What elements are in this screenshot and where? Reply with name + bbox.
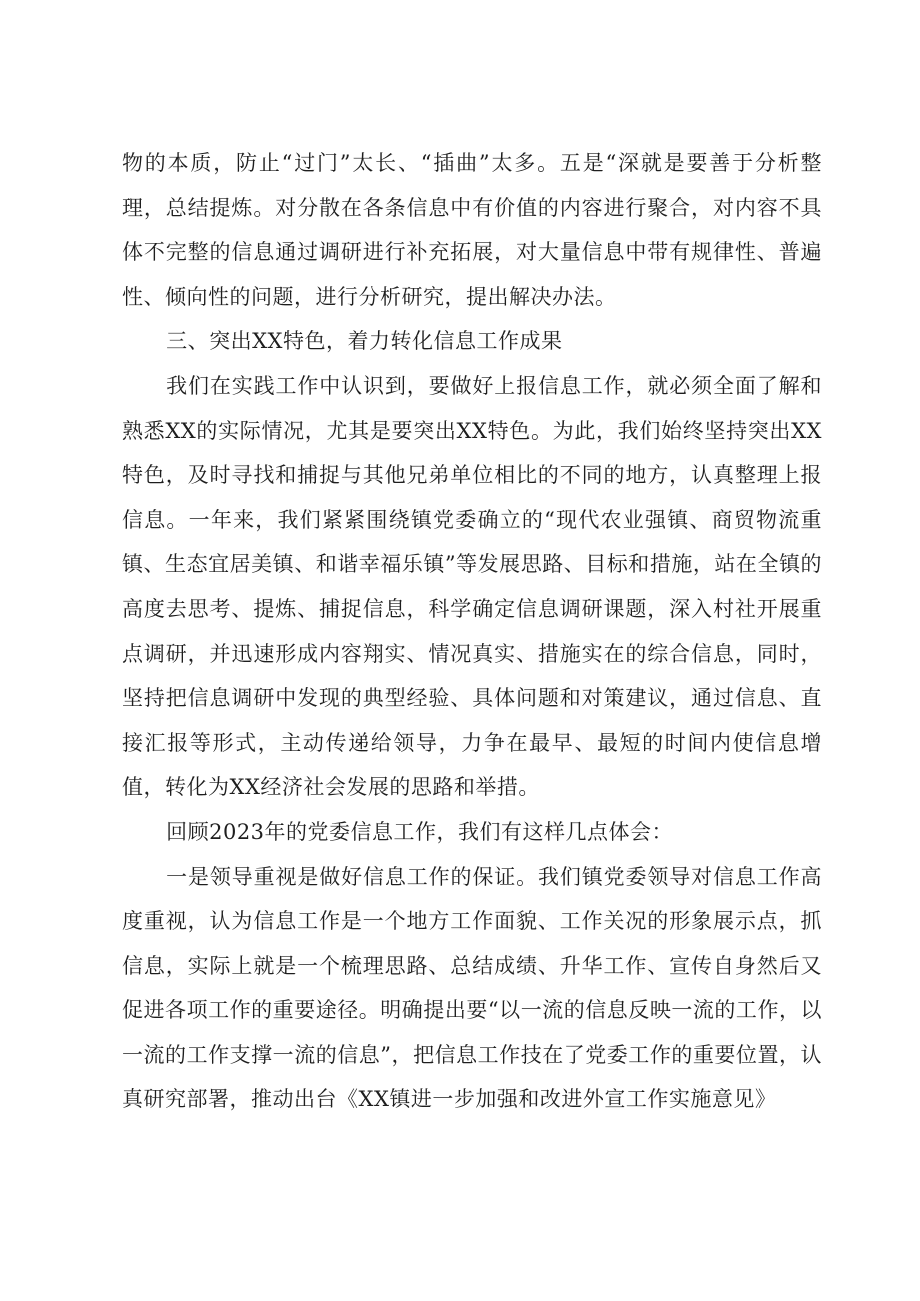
paragraph-continuation: 物的本质，防止“过门”太长、“插曲”太多。五是“深就是要善于分析整理，总结提炼。对分散在各条信息中有价值的内容进行聚合，对内容不具体不完整的信息通过调研进行补充拓展，对大量信息中带有规律性、普遍性、倾向性的问题，进行分析研究，提出解决办法。 (122, 151, 822, 309)
document-body (122, 141, 822, 1122)
section-heading: 三、突出XX特色，着力转化信息工作成果 (166, 329, 563, 354)
paragraph-review: 回顾2023年的党委信息工作，我们有这样几点体会： (166, 819, 674, 844)
paragraph-xx-features: 我们在实践工作中认识到，要做好上报信息工作，就必须全面了解和熟悉XX的实际情况，尤其是要突出XX特色。为此，我们始终坚持突出XX特色，及时寻找和捕捉与其他兄弟单位相比的不同的地方，认真整理上报信息。一年来，我们紧紧围绕镇党委确立的“现代农业强镇、商贸物流重镇、生态宜居美镇、和谐幸福乐镇”等发展思路、目标和措施，站在全镇的高度去思考、提炼、捕捉信息，科学确定信息调研课题，深入村社开展重点调研，并迅速形成内容翔实、情况真实、措施实在的综合信息，同时，坚持把信息调研中发现的典型经验、具体问题和对策建议，通过信息、直接汇报等形式，主动传递给领导，力争在最早、最短的时间内使信息增值，转化为XX经济社会发展的思路和举措。 (122, 373, 822, 800)
paragraph-leadership: 一是领导重视是做好信息工作的保证。我们镇党委领导对信息工作高度重视，认为信息工作是一个地方工作面貌、工作关况的形象展示点，抓信息，实际上就是一个梳理思路、总结成绩、升华工作、宣传自身然后又促进各项工作的重要途径。明确提出要“以一流的信息反映一流的工作，以一流的工作支撑一流的信息”，把信息工作技在了党委工作的重要位置，认真研究部署，推动出台《XX镇进一步加强和改进外宣工作实施意见》 (122, 864, 822, 1112)
